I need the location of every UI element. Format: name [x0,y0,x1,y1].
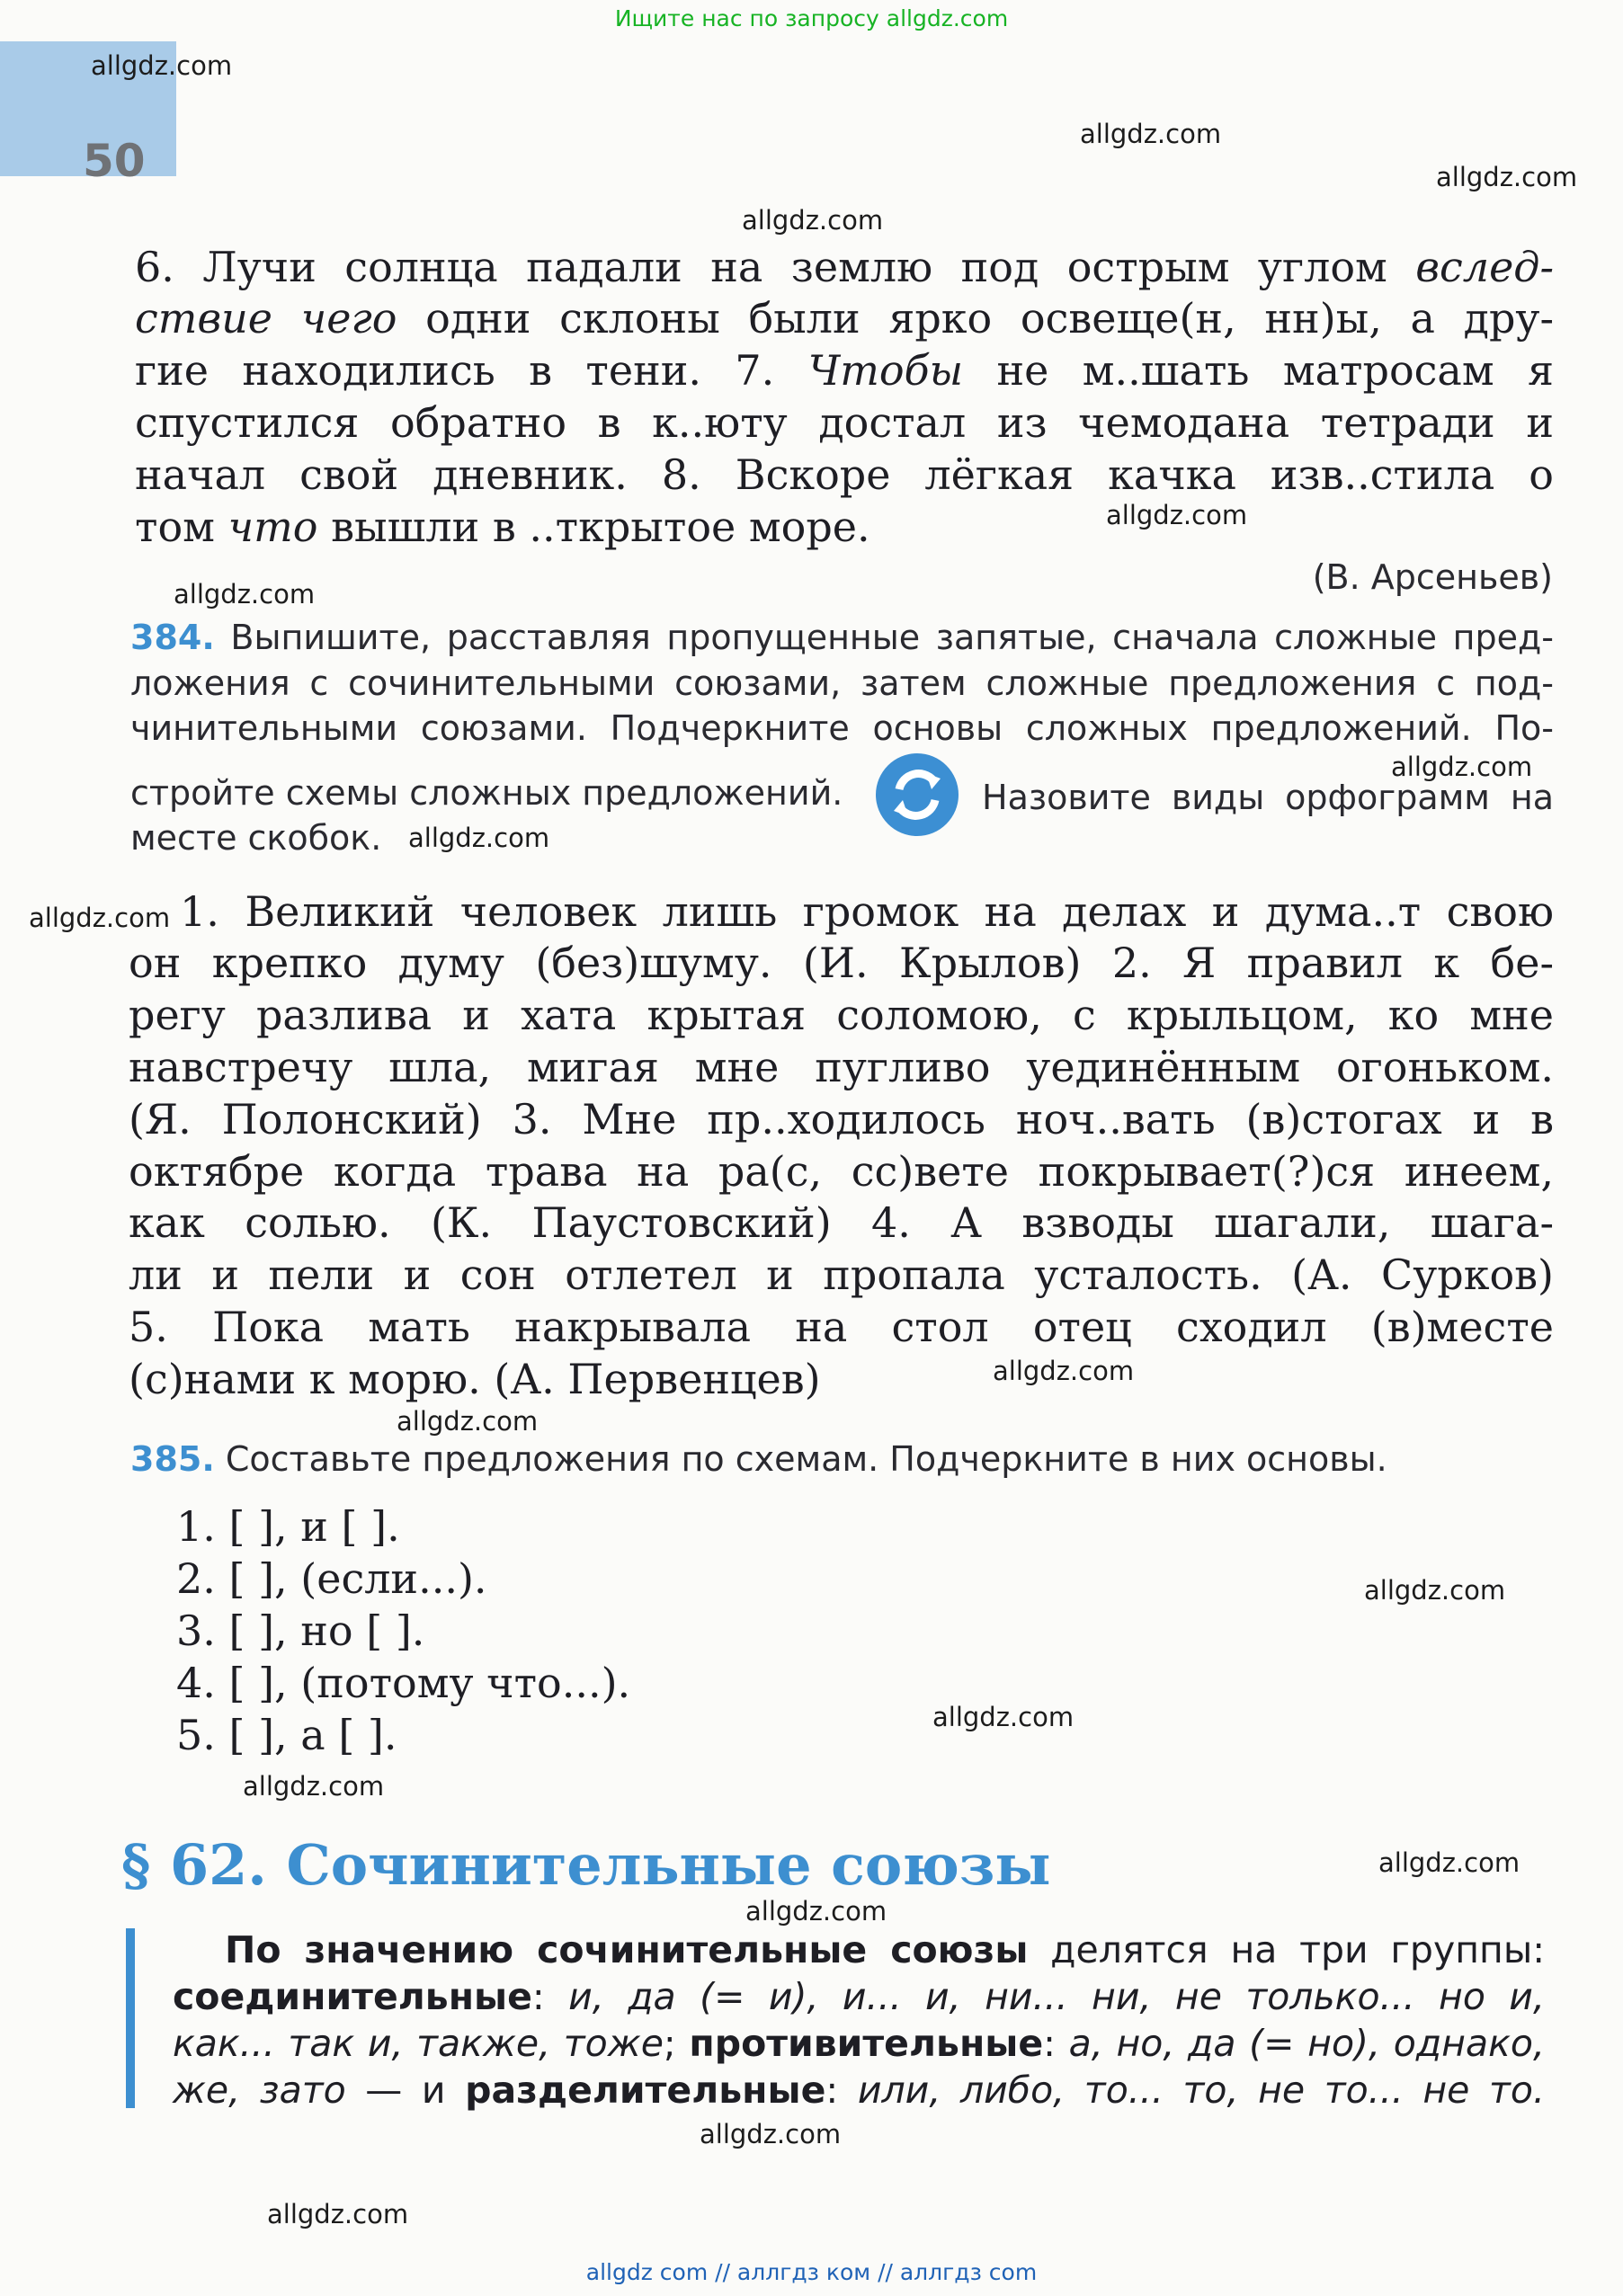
italic-word: же, зато [173,2069,346,2112]
exercise-text-line: как солью. (К. Паустовский) 4. А взводы шагали, шага- [129,1198,1554,1247]
watermark: allgdz.com [29,903,171,933]
bottom-banner: allgdz com // аллгдз ком // аллгдз com [585,2259,1038,2285]
italic-word: вслед- [1415,243,1554,291]
exercise-text-line: навстречу шла, мигая мне пугливо уединённым огоньком. [129,1043,1554,1091]
exercise-text-line: регу разлива и хата крытая соломою, с крыльцом, ко мне [129,991,1554,1039]
page-number: 50 [83,135,146,187]
watermark: allgdz.com [742,205,884,236]
watermark: allgdz.com [1436,162,1578,192]
watermark: allgdz.com [174,579,316,610]
watermark: allgdz.com [408,823,550,853]
exercise-text-line: (с)нами к морю. (А. Первенцев) [129,1355,821,1403]
text-line: том что вышли в ..ткрытое море. [135,503,870,551]
top-banner: Ищите нас по запросу allgdz.com [614,5,1009,31]
exercise-text-line: 5. Пока мать накрывала на стол отец сходил (в)месте [129,1303,1554,1351]
italic-word: или, либо, то... то, не то... не то. [857,2069,1545,2112]
watermark: allgdz.com [1364,1575,1506,1606]
exercise-number: 385. [130,1439,215,1479]
italic-word: и, да (= и), и... и, ни... ни, не только... но и, [568,1975,1545,2018]
text-line: ствие чего одни склоны были ярко освеще(н, нн)ы, а дру- [135,294,1555,343]
scheme-line: 4. [ ], (потому что...). [176,1659,631,1707]
italic-word: ствие чего [135,294,397,343]
watermark: allgdz.com [243,1771,385,1802]
exercise-task-line: чинительными союзами. Подчеркните основы сложных предложений. По- [130,708,1554,748]
exercise-task-line: месте скобок. [130,818,382,858]
watermark: allgdz.com [932,1702,1075,1732]
exercise-text-line: (Я. Полонский) 3. Мне пр..ходилось ноч..вать (в)стогах и в [129,1095,1554,1144]
exercise-385-task: 385. Составьте предложения по схемам. Подчеркните в них основы. [130,1439,1387,1479]
scheme-line: 1. [ ], и [ ]. [176,1502,400,1551]
section-title: § 62. Сочинительные союзы [121,1832,1051,1898]
exercise-384-task: 384. Выпишите, расставляя пропущенные запятые, сначала сложные пред- [130,618,1554,657]
watermark: allgdz.com [745,1896,887,1927]
author-attribution: (В. Арсеньев) [1312,557,1553,597]
exercise-text-line: 1. Великий человек лишь громок на делах и дума..т свою [180,887,1554,936]
exercise-task-line: Назовите виды орфограмм на [982,778,1554,817]
watermark: allgdz.com [993,1356,1135,1386]
rule-accent-bar [126,1928,135,2108]
exercise-task-line: стройте схемы сложных предложений. [130,773,843,813]
watermark: allgdz.com [1106,500,1248,530]
rule-line: же, зато — и разделительные: или, либо, то... то, не то... не то. [173,2069,1545,2112]
watermark: allgdz.com [397,1406,539,1437]
watermark: allgdz.com [267,2199,409,2229]
scheme-line: 2. [ ], (если...). [176,1554,487,1603]
text-line: спустился обратно в к..юту достал из чемодана тетради и [135,398,1554,447]
italic-word: а, но, да (= но), однако, [1068,2022,1545,2065]
bold-term: противительные [689,2022,1044,2065]
exercise-task-line: ложения с сочинительными союзами, затем сложные предложения с под- [130,663,1554,703]
bold-term: разделительные [465,2069,826,2112]
bold-term: соединительные [173,1975,532,2018]
exercise-text-line: он крепко думу (без)шуму. (И. Крылов) 2. Я правил к бе- [129,939,1554,987]
rule-line: как... так и, также, тоже; противительные: а, но, да (= но), однако, [173,2022,1545,2065]
italic-word: Чтобы [807,346,964,395]
watermark: allgdz.com [91,50,233,81]
watermark: allgdz.com [1378,1847,1520,1878]
rule-line: По значению сочинительные союзы делятся на три группы: [225,1928,1546,1971]
italic-word: как... так и, также, тоже [173,2022,664,2065]
exercise-number: 384. [130,618,215,657]
scheme-line: 3. [ ], но [ ]. [176,1606,425,1655]
exercise-text-line: ли и пели и сон отлетел и пропала усталость. (А. Сурков) [129,1250,1554,1299]
watermark: allgdz.com [1391,752,1533,782]
text-line: гие находились в тени. 7. Чтобы не м..шать матросам я [135,346,1555,395]
italic-word: что [227,503,318,551]
text-line: 6. Лучи солнца падали на землю под острым углом вслед- [135,243,1554,291]
sync-arrows-icon [876,753,959,836]
watermark: allgdz.com [1080,119,1222,149]
text-line: начал свой дневник. 8. Вскоре лёгкая качка изв..стила о [135,450,1554,499]
corner-decoration-strip [0,120,54,176]
exercise-text-line: октябре когда трава на ра(с, сс)вете покрывает(?)ся инеем, [129,1147,1554,1196]
bold-term: По значению сочинительные союзы [225,1928,1029,1971]
scheme-line: 5. [ ], а [ ]. [176,1711,397,1759]
rule-line: соединительные: и, да (= и), и... и, ни... ни, не только... но и, [173,1975,1545,2018]
watermark: allgdz.com [700,2119,842,2149]
